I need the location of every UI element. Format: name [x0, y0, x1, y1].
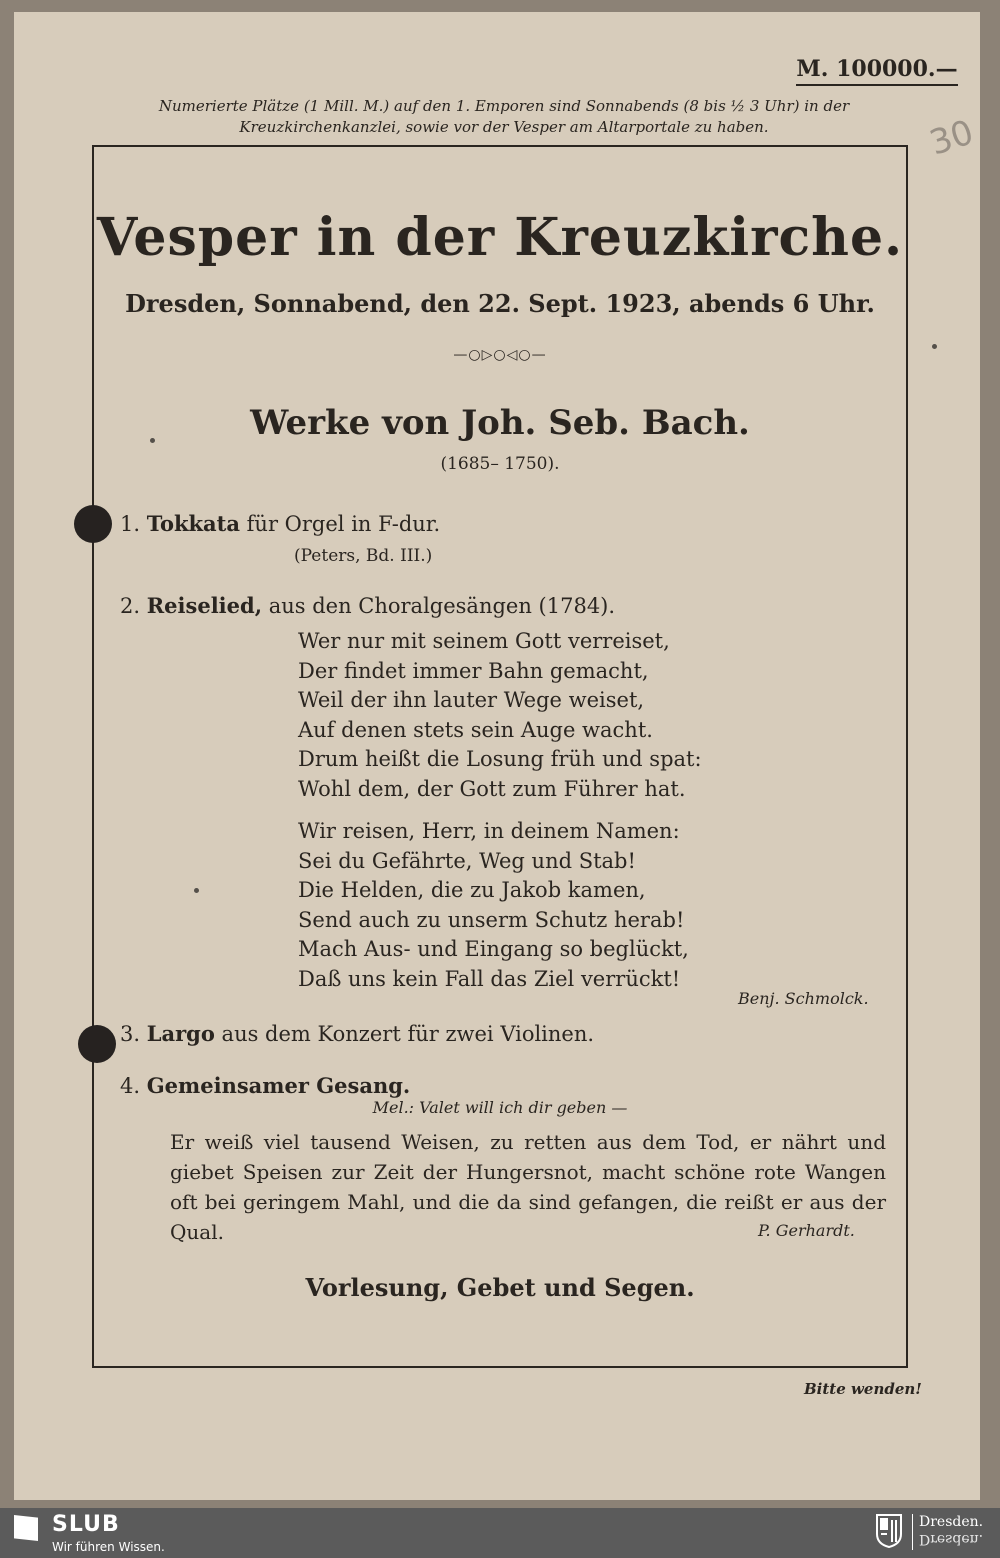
- closing-line: Vorlesung, Gebet und Segen.: [305, 1273, 695, 1302]
- dresden-wordmark-mirror: Dresden.: [919, 1531, 984, 1547]
- item-description: aus dem Konzert für zwei Violinen.: [214, 1022, 595, 1046]
- verse-line: Daß uns kein Fall das Ziel verrückt!: [298, 966, 681, 991]
- item-title: Largo: [146, 1021, 215, 1046]
- slub-brand: SLUB: [52, 1512, 120, 1537]
- verse-line: Send auch zu unserm Schutz herab!: [298, 907, 685, 932]
- verse-line: Weil der ihn lauter Wege weiset,: [298, 688, 645, 712]
- ornament-divider: —○▷○◁○—: [453, 347, 547, 363]
- item-title: Tokkata: [146, 511, 240, 536]
- turn-page-note: Bitte wenden!: [804, 1380, 922, 1398]
- item-description: aus den Choralgesängen (1784).: [262, 594, 616, 618]
- item-number: 3.: [120, 1022, 141, 1046]
- verse-line: Wohl dem, der Gott zum Führer hat.: [298, 776, 686, 801]
- verse-line: Sei du Gefährte, Weg und Stab!: [298, 848, 636, 873]
- slub-tagline: Wir führen Wissen.: [52, 1540, 165, 1554]
- punch-hole: [78, 1025, 116, 1063]
- item-1-source-note: (Peters, Bd. III.): [294, 546, 433, 566]
- composer-dates: (1685– 1750).: [440, 454, 560, 474]
- notice-line-2: Kreuzkirchenkanzlei, sowie vor der Vesper am Altarportale zu haben.: [239, 118, 769, 136]
- verse-line: Wer nur mit seinem Gott verreiset,: [298, 629, 670, 653]
- program-item-3: [120, 1021, 594, 1046]
- punch-hole: [74, 505, 112, 543]
- viewer-footer: [0, 1508, 1000, 1558]
- verse-stanza-2: [298, 817, 689, 994]
- verse-author: Benj. Schmolck.: [738, 989, 869, 1008]
- verse-line: Drum heißt die Losung früh und spat:: [298, 747, 702, 771]
- notice-line-1: Numerierte Plätze (1 Mill. M.) auf den 1. Emporen sind Sonnabends (8 bis ½ 3 Uhr) in der: [158, 97, 850, 115]
- hymn-author: P. Gerhardt.: [758, 1221, 855, 1240]
- pencil-annotation: 30: [924, 112, 979, 164]
- item-description: für Orgel in F-dur.: [239, 512, 441, 536]
- page-title: Vesper in der Kreuzkirche.: [96, 207, 904, 268]
- item-number: 1.: [120, 512, 141, 536]
- item-number: 2.: [120, 594, 141, 618]
- item-title: Reiselied,: [146, 593, 263, 618]
- hymn-text: Er weiß viel tausend Weisen, zu retten aus dem Tod, er nährt und giebet Speisen zur Zeit der Hungersnot, macht schöne rote Wangen oft bei geringem Mahl, und die da sind gefangen, die reißt er aus der Qual.: [170, 1130, 886, 1244]
- event-date-line: Dresden, Sonnabend, den 22. Sept. 1923, abends 6 Uhr.: [125, 289, 875, 318]
- verse-stanza-1: [298, 627, 702, 804]
- verse-line: Der findet immer Bahn gemacht,: [298, 658, 649, 683]
- composer-heading: Werke von Joh. Seb. Bach.: [250, 403, 750, 443]
- paper-spot: [150, 438, 155, 443]
- verse-line: Wir reisen, Herr, in deinem Namen:: [298, 819, 680, 843]
- program-item-2: [120, 593, 615, 618]
- dresden-crest-icon: [876, 1514, 902, 1548]
- program-frame: [92, 145, 908, 1368]
- program-item-4: [120, 1073, 410, 1098]
- program-item-1: [120, 511, 440, 536]
- footer-separator: [912, 1514, 913, 1550]
- verse-line: Mach Aus- und Eingang so beglückt,: [298, 937, 689, 961]
- paper-spot: [932, 344, 937, 349]
- verse-line: Auf denen stets sein Auge wacht.: [298, 717, 653, 742]
- price-label: M. 100000.—: [796, 56, 958, 86]
- dresden-wordmark: Dresden.: [919, 1514, 984, 1530]
- verse-line: Die Helden, die zu Jakob kamen,: [298, 878, 646, 902]
- item-title: Gemeinsamer Gesang.: [146, 1073, 411, 1098]
- seating-notice: [84, 96, 924, 138]
- program-sheet: [14, 12, 980, 1500]
- paper-spot: [194, 888, 199, 893]
- slub-logo-icon: [14, 1515, 38, 1541]
- item-number: 4.: [120, 1074, 141, 1098]
- hymn-melody: Mel.: Valet will ich dir geben —: [372, 1098, 628, 1117]
